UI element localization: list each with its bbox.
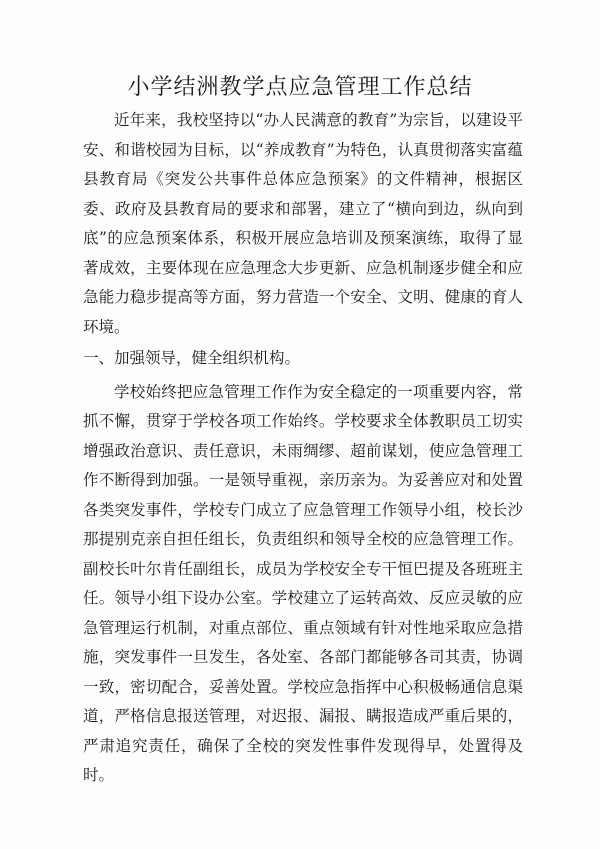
- document-title: 小学结洲教学点应急管理工作总结: [127, 75, 473, 100]
- section-1-heading: 一、加强领导，健全组织机构。: [83, 349, 301, 367]
- section-1-paragraph: 学校始终把应急管理工作作为安全稳定的一项重要内容，常抓不懈，贯穿于学校各项工作始终。学校要求全体教职员工切实增强政治意识、责任意识，未雨绸缪、超前谋划，使应急管理工作不断得到加强。一是领导重视，亲历亲为。为妥善应对和处置各类突发事件，学校专门成立了应急管理工作领导小组，校长沙那提别克亲自担任组长，负责组织和领导全校的应急管理工作。副校长叶尔肯任副组长，成员为学校安全专干恒巴提及各班班主任。领导小组下设办公室。学校建立了运转高效、反应灵敏的应急管理运行机制，对重点部位、重点领域有针对性地采取应急措施，突发事件一旦发生，各处室、各部门都能够各司其责，协调一致，密切配合，妥善处置。学校应急指挥中心积极畅通信息渠道，严格信息报送管理，对迟报、漏报、瞒报造成严重后果的，严肃追究责任，确保了全校的突发性事件发现得早，处置得及时。: [83, 382, 523, 784]
- intro-paragraph: 近年来，我校坚持以“办人民满意的教育”为宗旨，以建设平安、和谐校园为目标，以“养成教育”为特色，认真贯彻落实富蕴县教育局《突发公共事件总体应急预案》的文件精神，根据区委、政府及县教育局的要求和部署，建立了“横向到边，纵向到底”的应急预案体系，积极开展应急培训及预案演练，取得了显著成效，主要体现在应急理念大步更新、应急机制逐步健全和应急能力稳步提高等方面，努力营造一个安全、文明、健康的育人环境。: [83, 111, 523, 336]
- document-body: [83, 106, 523, 791]
